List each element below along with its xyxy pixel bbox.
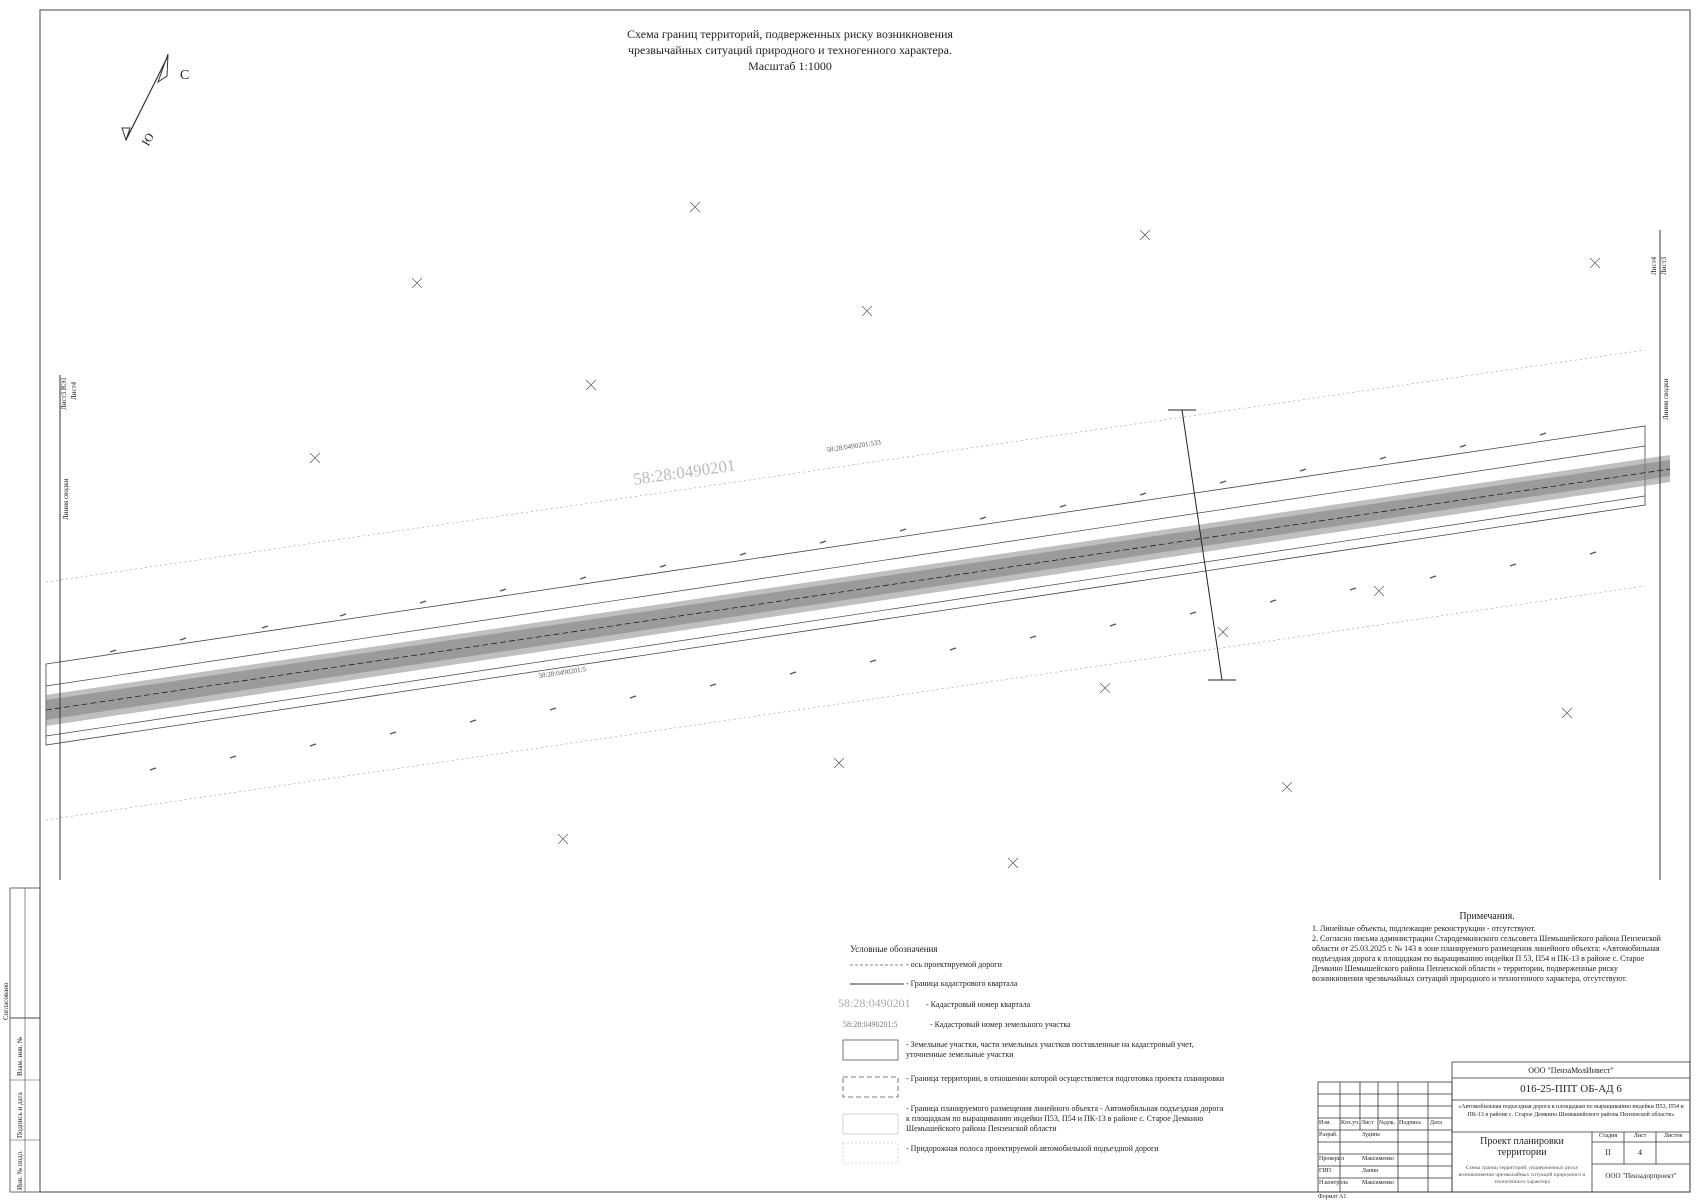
parcel-label-top: 58:28:0490201:533 bbox=[826, 438, 882, 454]
quarter-number-label: 58:28:0490201 bbox=[632, 455, 737, 489]
match-line-left-label: Линия сводки bbox=[62, 478, 70, 520]
legend-item-registered-parcels: - Земельные участки, части земельных участков поставленные на кадастровый учет, уточненные земельные участки bbox=[906, 1040, 1194, 1059]
organization: ООО "Пензадорпроект" bbox=[1605, 1172, 1677, 1180]
name-developer: Зудина bbox=[1362, 1132, 1380, 1138]
legend-symbols bbox=[843, 965, 904, 1163]
north-arrow-icon bbox=[122, 54, 168, 140]
survey-marks bbox=[310, 202, 1600, 868]
legend-header: Условные обозначения bbox=[850, 944, 938, 954]
north-label: С bbox=[180, 68, 190, 83]
document-code: 016-25-ППТ ОБ-АД 6 bbox=[1520, 1083, 1622, 1095]
parcel-label-bottom: 58:28:0490201:5 bbox=[538, 665, 587, 680]
col-header-count: Кол.уч. bbox=[1341, 1120, 1360, 1126]
sheets-header: Листов bbox=[1663, 1133, 1683, 1139]
road-axis bbox=[46, 469, 1670, 710]
format-label: Формат А1 bbox=[1318, 1194, 1347, 1200]
sheet-label-right-2: Лист3 bbox=[1660, 256, 1668, 275]
document-title: Проект планировки территории bbox=[1480, 1136, 1564, 1158]
legend-item-quarter-number: - Кадастровый номер квартала bbox=[926, 1000, 1031, 1009]
legend-item-parcel-number: - Кадастровый номер земельного участка bbox=[930, 1020, 1071, 1029]
drawing-title bbox=[600, 26, 980, 74]
side-inv-substitute: Взам. инв. № bbox=[16, 1036, 24, 1076]
legend-item-road-axis: - ось проектируемой дороги bbox=[906, 960, 1002, 969]
stage-value: П bbox=[1605, 1148, 1611, 1157]
stage-header: Стадия bbox=[1598, 1133, 1618, 1139]
sheet-header: Лист bbox=[1633, 1133, 1647, 1139]
title-scale: Масштаб 1:1000 bbox=[748, 59, 832, 73]
south-label: Ю bbox=[138, 130, 157, 149]
col-header-change: Изм. bbox=[1319, 1120, 1331, 1126]
role-developer: Разраб. bbox=[1319, 1132, 1338, 1138]
side-inv-original: Инв. № подл. bbox=[16, 1150, 24, 1190]
col-header-signature: Подпись bbox=[1399, 1120, 1422, 1126]
match-line-right-label: Линия сводки bbox=[1662, 378, 1670, 420]
role-norm-control: Н.контроль bbox=[1319, 1180, 1349, 1186]
object-name: «Автомобильная подъездная дорога к площадкам по выращиванию индейки П53, П54 и ПК-13 в районе с. Старое Демкино Шемышейского района Пензенской области» bbox=[1458, 1104, 1684, 1118]
legend-symbol-quarter-number: 58:28:0490201 bbox=[838, 996, 911, 1010]
sheet-value: 4 bbox=[1638, 1148, 1642, 1157]
sheet-label-left-1: Лист3 ВЭ1 bbox=[60, 377, 68, 410]
sheet-label-left-2: Лист4 bbox=[70, 381, 78, 400]
notes-header: Примечания. bbox=[1459, 911, 1515, 922]
legend-symbol-parcel-number: 58:28:0490201:5 bbox=[843, 1020, 898, 1029]
note-2: 2. Согласно письма администрации Стародемкинского сельсовета Шемышейского района Пензенской области от 25.03.2025 г. № 143 в зоне планируемого размещения линейного объекта: «Автомобильная подъездная дорога к площадкам по выращиванию индейки П 53, П54 и ПК-13 в районе с. Старое Демкино Шемышейского района Пензенской области » территории, подверженные риску возникновения чрезвычайных ситуаций природного и техногенного характера, отсутствуют. bbox=[1312, 934, 1661, 983]
name-norm-control: Максименко bbox=[1362, 1180, 1394, 1186]
col-header-doc: №док. bbox=[1379, 1120, 1396, 1126]
name-checker: Максименко bbox=[1362, 1156, 1394, 1162]
notes-block bbox=[1312, 912, 1662, 984]
legend-item-quarter-boundary: - Граница кадастрового квартала bbox=[906, 979, 1018, 988]
title-line-1: Схема границ территорий, подверженных риску возникновения bbox=[627, 27, 953, 41]
side-agreed: Согласовано bbox=[2, 982, 10, 1020]
legend-item-linear-object-boundary: - Граница планируемого размещения линейного объекта - Автомобильная подъездная дорога к площадкам по выращиванию индейки П53, П54 и ПК-13 в районе с. Старое Демкино Шемышейского района Пензенской области bbox=[906, 1104, 1224, 1133]
col-header-sheet: Лист bbox=[1361, 1120, 1374, 1126]
name-chief-engineer: Лапин bbox=[1362, 1168, 1379, 1174]
role-chief-engineer: ГИП bbox=[1319, 1168, 1332, 1174]
side-sign-date: Подпись и дата bbox=[16, 1092, 24, 1138]
col-header-date: Дата bbox=[1430, 1120, 1442, 1126]
legend-item-roadside-strip: - Придорожная полоса проектируемой автомобильной подъездной дороги bbox=[906, 1144, 1159, 1153]
sheet-title: Схема границ территорий, подверженных риску возникновения чрезвычайных ситуаций природного и техногенного характера bbox=[1458, 1165, 1586, 1185]
legend-item-planning-territory: - Граница территории, в отношении которой осуществляется подготовка проекта планировки bbox=[906, 1074, 1225, 1083]
cadastral-quarter-boundary bbox=[46, 350, 1645, 582]
note-1: 1. Линейные объекты, подлежащие реконструкции - отсутствуют. bbox=[1312, 924, 1536, 933]
company-name: ООО "ПензаМолИнвест" bbox=[1528, 1066, 1614, 1075]
title-line-2: чрезвычайных ситуаций природного и техногенного характера. bbox=[627, 43, 953, 57]
road-corridor bbox=[46, 350, 1670, 820]
sheet-label-right-1: Лист4 bbox=[1650, 256, 1658, 275]
role-checker: Проверил bbox=[1319, 1156, 1344, 1162]
